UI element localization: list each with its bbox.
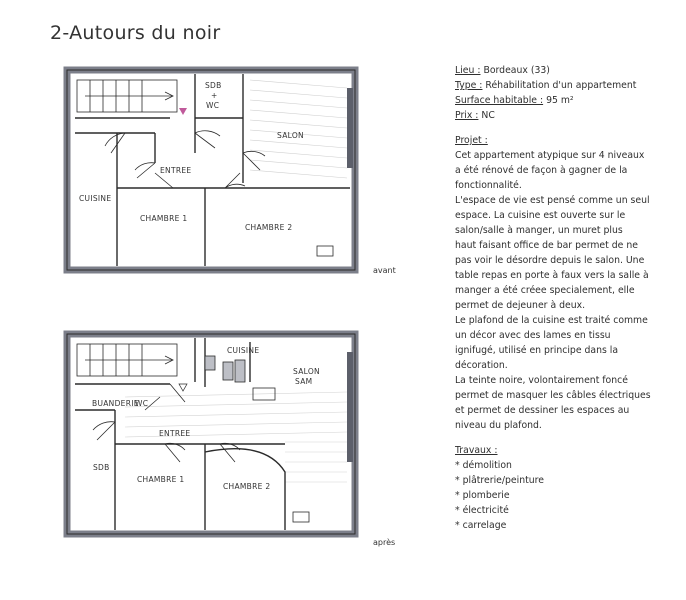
type-value: Réhabilitation d'un appartement xyxy=(485,80,637,91)
projet-line: un décor avec des lames en tissu xyxy=(455,330,611,341)
projet-line: salon/salle à manger, un muret plus xyxy=(455,225,623,236)
room-chambre1-after: CHAMBRE 1 xyxy=(137,475,185,484)
room-chambre2-after: CHAMBRE 2 xyxy=(223,482,271,491)
room-entree-before: ENTREE xyxy=(160,166,192,175)
travaux-item: * démolition xyxy=(455,460,512,471)
lieu-value: Bordeaux (33) xyxy=(483,65,550,76)
travaux-label: Travaux : xyxy=(455,445,498,456)
travaux-item: * plâtrerie/peinture xyxy=(455,475,544,486)
surface-label: Surface habitable : xyxy=(455,95,544,106)
travaux-list xyxy=(455,458,677,533)
projet-line: table repas en porte à faux vers la salle à xyxy=(455,270,649,281)
room-sdb-after: SDB xyxy=(93,463,110,472)
projet-line: ignifugé, utilisé en principe dans la xyxy=(455,345,619,356)
projet-line: et permet de dessiner les espaces au xyxy=(455,405,630,416)
room-salon-before: SALON xyxy=(277,131,304,140)
room-cuisine-before: CUISINE xyxy=(79,194,112,203)
projet-text xyxy=(455,148,677,433)
floor-plan-before-drawing xyxy=(55,58,396,288)
page-title: 2-Autours du noir xyxy=(50,22,221,44)
projet-line: décoration. xyxy=(455,360,508,371)
room-cuisine-after: CUISINE xyxy=(227,346,260,355)
travaux-item: * électricité xyxy=(455,505,509,516)
info-prix xyxy=(455,108,677,123)
info-surface xyxy=(455,93,677,108)
project-description xyxy=(455,63,677,533)
room-buanderie-after: BUANDERIE xyxy=(92,399,139,408)
prix-value: NC xyxy=(481,110,495,121)
projet-line: pas voir le désordre depuis le salon. Une xyxy=(455,255,645,266)
room-entree-after: ENTREE xyxy=(159,429,191,438)
room-salon-after: SALON xyxy=(293,367,320,376)
room-chambre1-before: CHAMBRE 1 xyxy=(140,214,188,223)
projet-line: haut faisant office de bar permet de ne xyxy=(455,240,638,251)
projet-line: permet de dejeuner à deux. xyxy=(455,300,586,311)
room-plus-before: + xyxy=(211,91,218,100)
info-lieu xyxy=(455,63,677,78)
lieu-label: Lieu : xyxy=(455,65,481,76)
projet-line: niveau du plafond. xyxy=(455,420,542,431)
floor-plan-before xyxy=(55,58,396,288)
room-sdb-before: SDB xyxy=(205,81,222,90)
travaux-item: * plomberie xyxy=(455,490,510,501)
info-type xyxy=(455,78,677,93)
projet-line: permet de masquer les câbles électriques xyxy=(455,390,651,401)
floor-plan-after xyxy=(55,322,396,552)
room-wc-after: WC xyxy=(135,399,149,408)
projet-line: espace. La cuisine est ouverte sur le xyxy=(455,210,626,221)
room-sam-after: SAM xyxy=(295,377,313,386)
room-chambre2-before: CHAMBRE 2 xyxy=(245,223,293,232)
type-label: Type : xyxy=(455,80,483,91)
projet-line: La teinte noire, volontairement foncé xyxy=(455,375,628,386)
caption-avant: avant xyxy=(373,266,396,275)
projet-line: L'espace de vie est pensé comme un seul xyxy=(455,195,650,206)
projet-line: manger a été créee specialement, elle xyxy=(455,285,635,296)
room-wc-before: WC xyxy=(206,101,220,110)
caption-apres: après xyxy=(373,538,396,547)
projet-line: fonctionnalité. xyxy=(455,180,522,191)
prix-label: Prix : xyxy=(455,110,479,121)
projet-label: Projet : xyxy=(455,135,488,146)
projet-line: Cet appartement atypique sur 4 niveaux xyxy=(455,150,645,161)
travaux-item: * carrelage xyxy=(455,520,507,531)
surface-value: 95 m² xyxy=(546,95,574,106)
floor-plan-after-drawing xyxy=(55,322,396,552)
projet-line: Le plafond de la cuisine est traité comme xyxy=(455,315,648,326)
projet-line: a été rénové de façon à gagner de la xyxy=(455,165,628,176)
